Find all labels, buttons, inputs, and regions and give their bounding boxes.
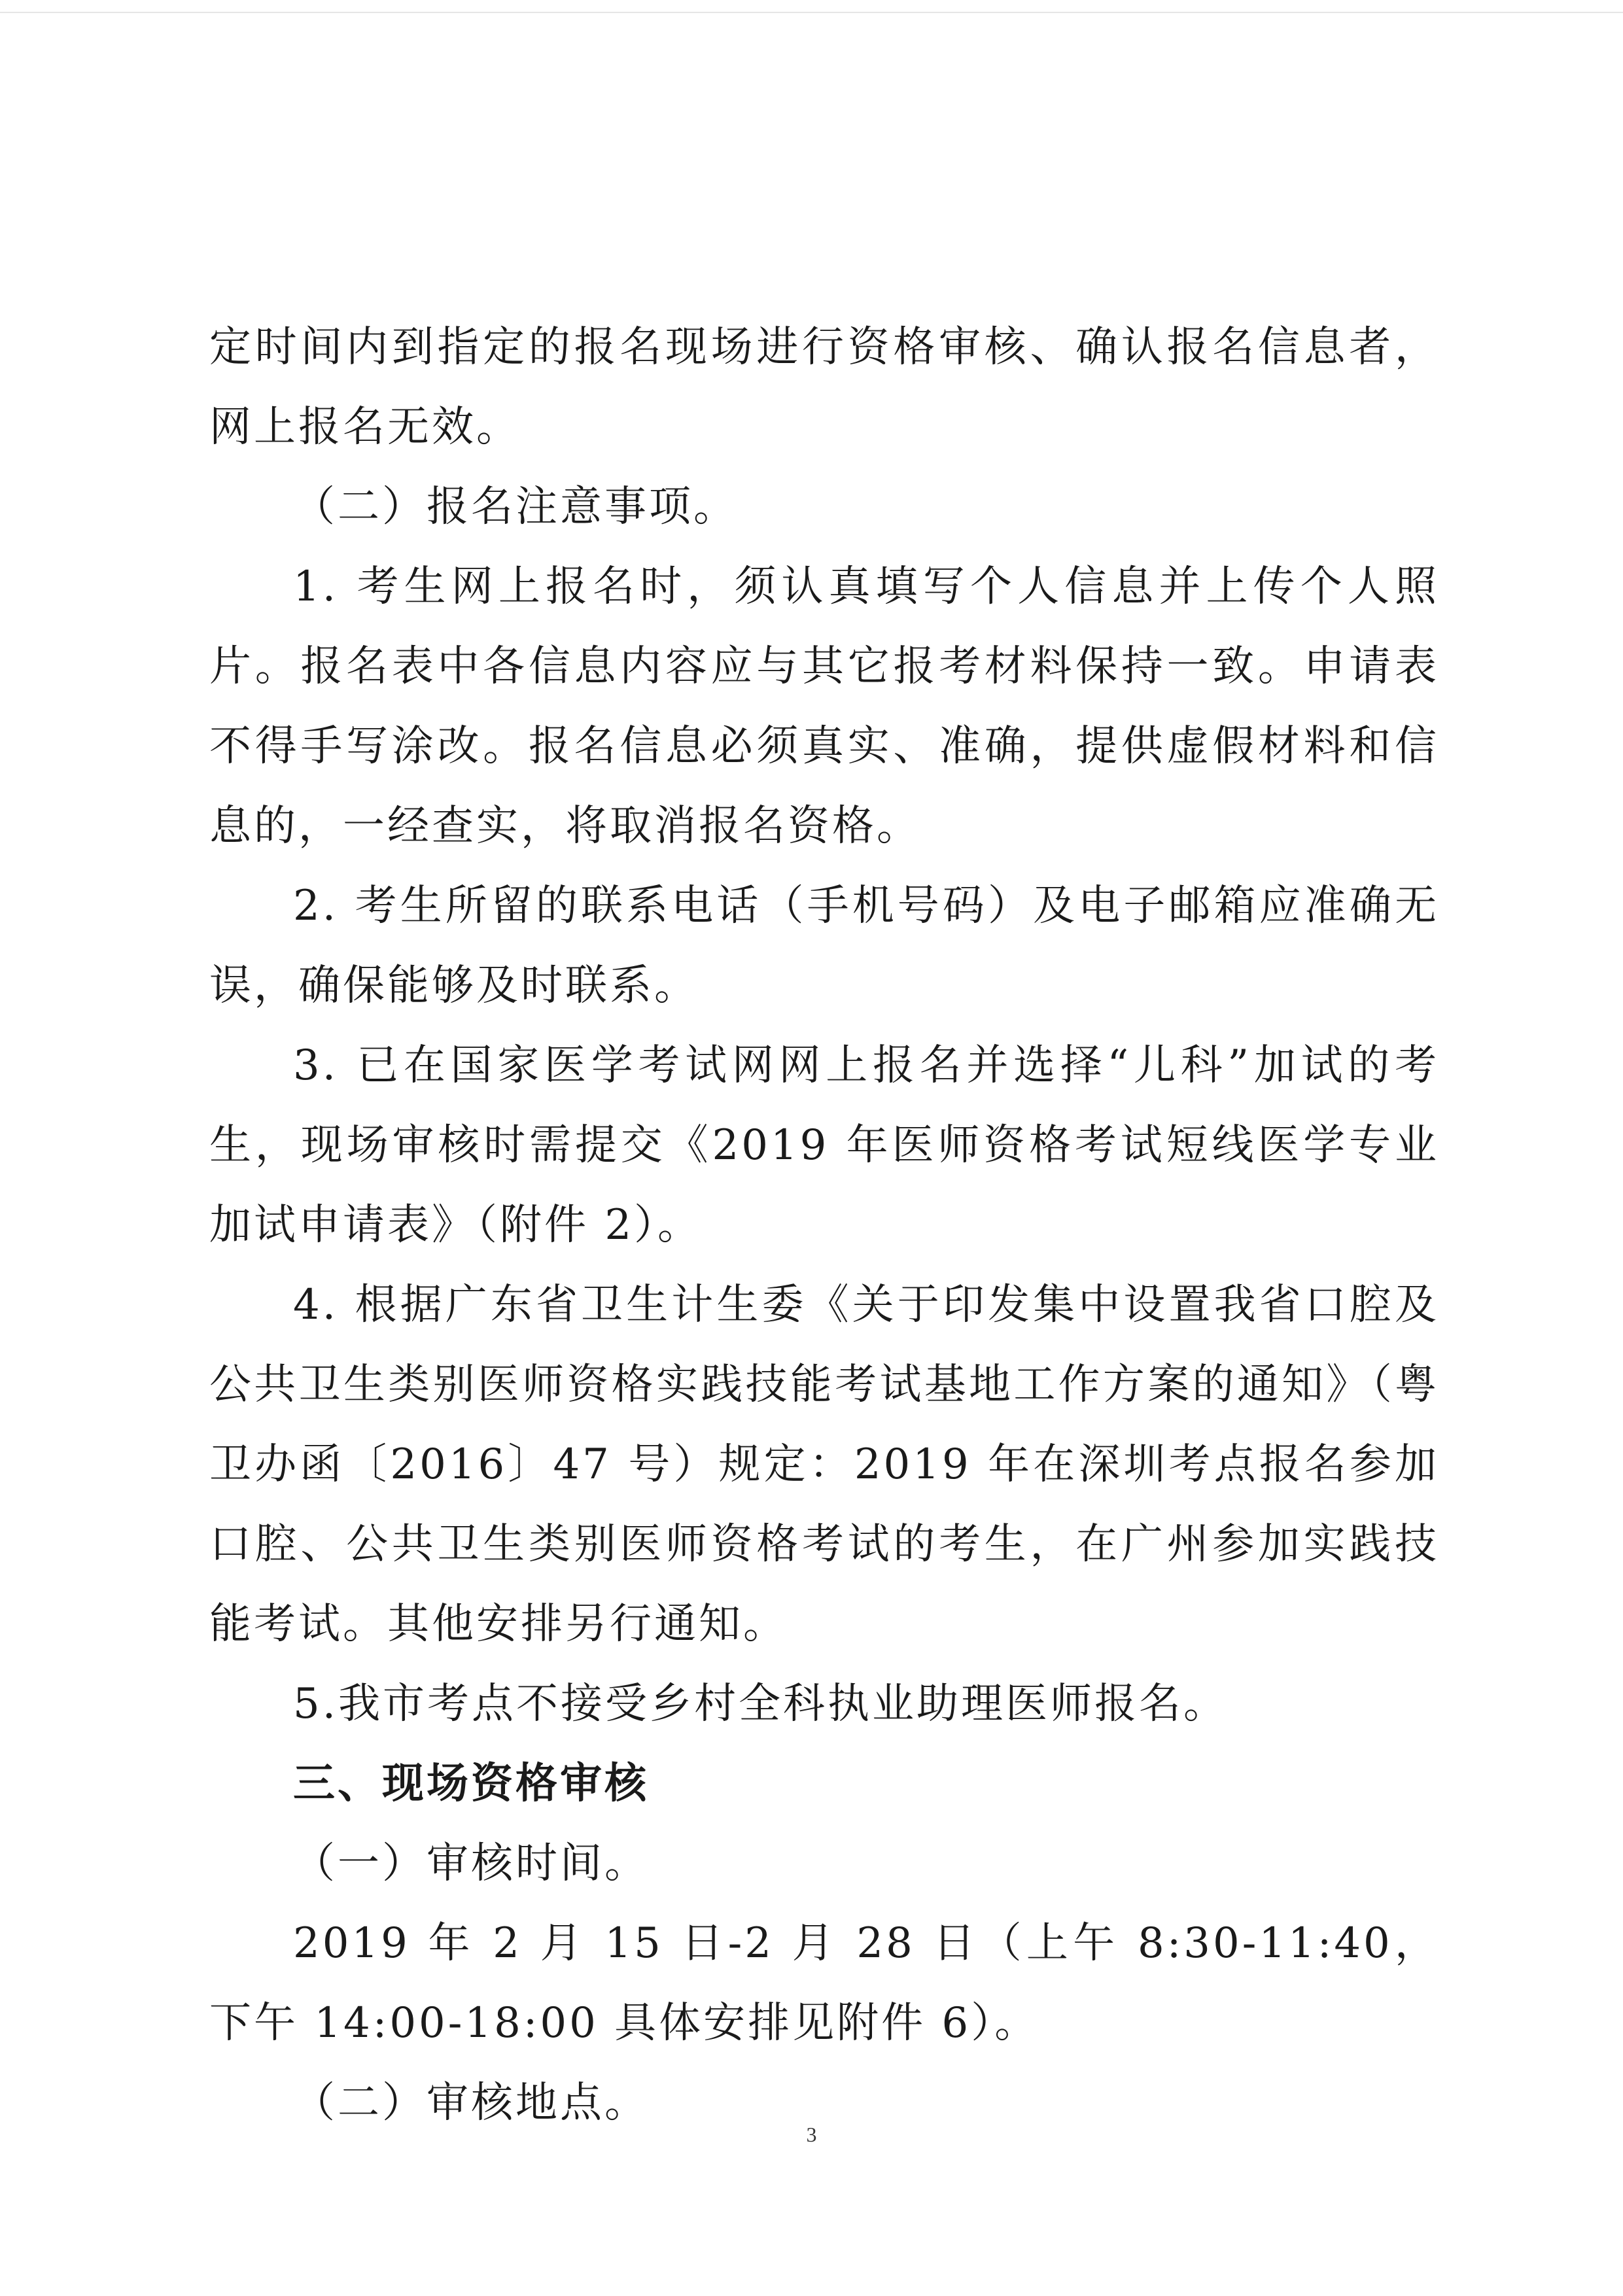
subheading-review-location: （二）审核地点。 [293, 2079, 649, 2127]
subheading-review-time: （一）审核时间。 [293, 1839, 649, 1888]
scan-edge-line [0, 12, 1623, 13]
paragraph-item-5: 5.我市考点不接受乡村全科执业助理医师报名。 [293, 1680, 1229, 1728]
paragraph-continuation: 定时间内到指定的报名现场进行资格审核、确认报名信息者，网上报名无效。 [209, 323, 1439, 451]
page-number: 3 [806, 2123, 817, 2146]
section-heading-onsite-review: 三、现场资格审核 [293, 1760, 649, 1808]
document-body [209, 307, 1439, 2143]
paragraph-item-2: 2. 考生所留的联系电话（手机号码）及电子邮箱应准确无误，确保能够及时联系。 [209, 882, 1439, 1010]
paragraph-item-4: 4. 根据广东省卫生计生委《关于印发集中设置我省口腔及公共卫生类别医师资格实践技能考试基地工作方案的通知》（粤卫办函〔2016〕47 号）规定：2019 年在深圳考点报名参加口腔、公共卫生类别医师资格考试的考生，在广州参加实践技能考试。其他安排另行通知。 [209, 1281, 1439, 1648]
paragraph-item-1: 1. 考生网上报名时，须认真填写个人信息并上传个人照片。报名表中各信息内容应与其它报考材料保持一致。申请表不得手写涂改。报名信息必须真实、准确，提供虚假材料和信息的，一经查实，将取消报名资格。 [209, 563, 1439, 850]
paragraph-review-time: 2019 年 2 月 15 日-2 月 28 日（上午 8:30-11:40，下午 14:00-18:00 具体安排见附件 6）。 [209, 1919, 1439, 2047]
paragraph-item-3: 3. 已在国家医学考试网网上报名并选择“儿科”加试的考生，现场审核时需提交《2019 年医师资格考试短线医学专业加试申请表》（附件 2）。 [209, 1041, 1439, 1249]
subheading-registration-notes: （二）报名注意事项。 [293, 483, 738, 531]
